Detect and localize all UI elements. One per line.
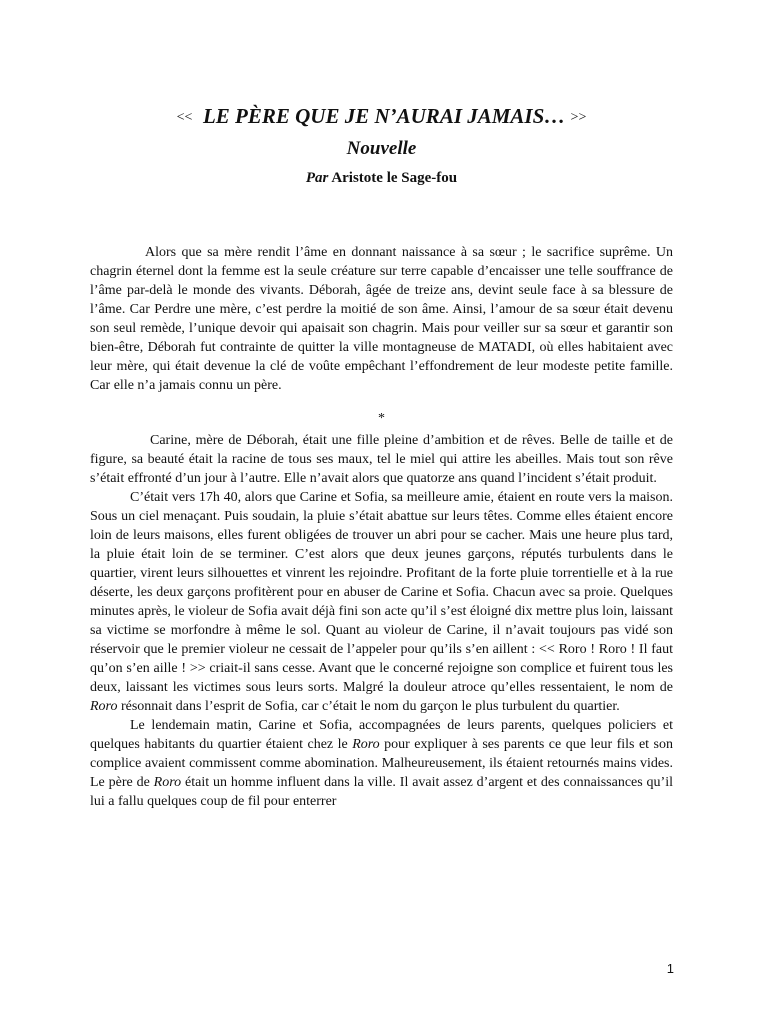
document-title bbox=[90, 103, 673, 131]
paragraph-4-text-a: Le lendemain matin, Carine et Sofia, accompagnées de leurs parents, quelques policiers et quelques habitants du quartier étaient chez le bbox=[90, 718, 673, 752]
paragraph-3-text-a: C’était vers 17h 40, alors que Carine et Sofia, sa meilleure amie, étaient en route vers la maison. Sous un ciel menaçant. Puis soudain, la pluie s’était abattue sur leurs têtes. Comme elles étaient encore loin de leurs maisons, elles furent obligées de trouver un abri pour se cacher. Mais une heure plus tard, la pluie était loin de se terminer. C’est alors que deux jeunes garçons, réputés turbulents dans le quartier, virent leurs silhouettes et vinrent les rejoindre. Profitant de la forte pluie torrentielle et à la rue déserte, les deux garçons profitèrent pour en abuser de Carine et Sofia. Chacun avec sa proie. Quelques minutes après, le violeur de Sofia avait déjà fini son acte qu’il s’est éloigné dix mettre plus loin, laissant sa victime se morfondre à même le sol. Quant au violeur de Carine, il n’avait toujours pas vidé son réservoir que le premier violeur ne cessait de l’appeler pour qu’ils s’en aillent : << Roro ! Roro ! Il faut qu’on s’en aille ! >> criait-il sans cesse. Avant que le concerné rejoigne son complice et fuirent tous les deux, laissant les victimes sous leurs sorts. Malgré la douleur atroce qu’elles ressentaient, le nom de bbox=[90, 490, 673, 695]
paragraph-2: Carine, mère de Déborah, était une fille pleine d’ambition et de rêves. Belle de taille et de figure, sa beauté était la racine de tous ses maux, tel le miel qui attire les abeilles. Mais tout son rêve s’était effronté d’un jour à l’autre. Elle n’avait alors que quatorze ans quand l’incident s’était produit. bbox=[90, 433, 673, 486]
section-separator: * bbox=[378, 411, 385, 426]
title-text: LE PÈRE QUE JE N’AURAI JAMAIS… bbox=[202, 104, 566, 128]
document-subtitle: Nouvelle bbox=[346, 138, 417, 159]
paragraph-4-text-c: était un homme influent dans la ville. Il avait assez d’argent et des connaissances qu’il lui a fallu quelques coup de fil pour enterrer bbox=[90, 775, 673, 809]
paragraph-3-name-roro: Roro bbox=[90, 699, 118, 714]
paragraph-4-name-roro-1: Roro bbox=[352, 737, 380, 752]
paragraph-4 bbox=[90, 716, 673, 811]
paragraph-4-text-b: pour expliquer à ses parents ce que leur fils et son complice avaient commissent comme abomination. Malheureusement, ils étaient retournés mains vides. Le père de bbox=[90, 737, 673, 790]
page-number: 1 bbox=[666, 961, 674, 976]
title-close-quote: >> bbox=[570, 110, 587, 125]
paragraph-1: Alors que sa mère rendit l’âme en donnant naissance à sa sœur ; le sacrifice suprême. Un chagrin éternel dont la femme est la seule créature sur terre capable d’encaisser une telle souffrance de l’âme par-delà le monde des vivants. Déborah, âgée de treize ans, devint seule face à sa blessure de l’âme. Car Perdre une mère, c’est perdre la moitié de son âme. Ainsi, l’amour de sa sœur était devenu son seul remède, l’unique devoir qui apaisait son chagrin. Mais pour veiller sur sa sœur et garantir son bien-être, Déborah fut contrainte de quitter la ville montagneuse de MATADI, où elles habitaient avec leur mère, qui était devenue la clé de voûte empêchant l’effondrement de leur modeste petite famille. Car elle n’a jamais connu un père. bbox=[90, 245, 673, 393]
byline-prefix: Par bbox=[305, 170, 329, 186]
title-open-quote: << bbox=[176, 110, 193, 125]
document-page bbox=[90, 103, 673, 811]
byline-author: Aristote le Sage-fou bbox=[331, 170, 458, 186]
byline bbox=[90, 168, 673, 188]
paragraph-3-text-b: résonnait dans l’esprit de Sofia, car c’était le nom du garçon le plus turbulent du quartier. bbox=[117, 699, 620, 714]
paragraph-3 bbox=[90, 488, 673, 716]
paragraph-4-name-roro-2: Roro bbox=[153, 775, 182, 790]
